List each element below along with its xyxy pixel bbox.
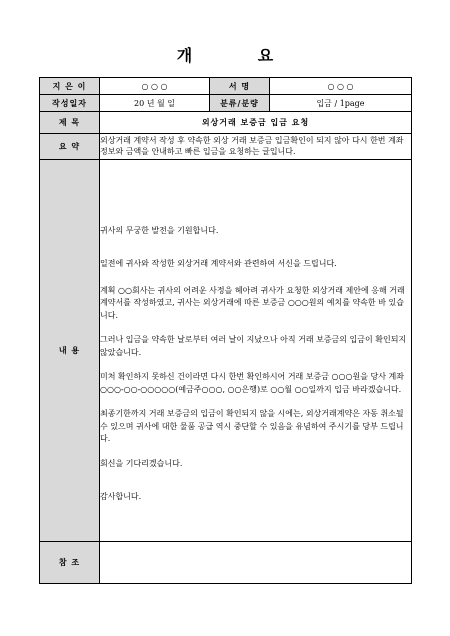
date-row [40,95,412,112]
author-label: 지 은 이 [40,78,100,95]
content-paragraph: 최종기한까지 거래 보증금의 입금이 확인되지 않을 시에는, 외상거래계약은 자동 취소될 수 있으며 귀사에 대한 물품 공급 역시 중단할 수 있음을 유념하여 주시기를 당부 드립니다. [100,409,404,443]
content-paragraph: 그러나 입금을 약속한 날로부터 여러 날이 지났으나 아직 거래 보증금의 입금이 확인되지 않았습니다. [100,335,407,357]
category-value: 입금 / 1page [270,95,412,112]
summary-value: 외상거래 계약서 작성 후 약속한 외상 거래 보증금 입금확인이 되지 않아 다시 한번 계좌정보와 금액을 안내하고 빠른 입금을 요청하는 글입니다. [100,134,412,160]
summary-label: 요 약 [40,134,100,160]
date-value: 20 년 월 일 [100,95,210,112]
date-label: 작성일자 [40,95,100,112]
subject-value: 외상거래 보증금 입금 요청 [100,112,412,134]
subject-label: 제 목 [40,112,100,134]
reference-value [100,542,412,584]
summary-form-table [39,77,412,584]
content-paragraph: 회신을 기다리겠습니다. [100,458,183,468]
content-paragraph: 일전에 귀사와 작성한 외상거래 계약서와 관련하여 서신을 드립니다. [100,259,337,268]
category-label: 분류/분량 [210,95,270,112]
subject-row [40,112,412,134]
content-paragraph: 계획 ○○회사는 귀사의 어려운 사정을 헤아려 귀사가 요청한 외상거래 제안에 응해 거래계약서를 작성하였고, 귀사는 외상거래에 따른 보증금 ○○○원의 예치를 약속한 바 있습니다. [100,285,405,320]
content-paragraph: 귀사의 무궁한 발전을 기원합니다. [100,225,219,235]
signature-value: ○ ○ ○ [270,78,412,95]
reference-label: 참 조 [40,542,100,584]
summary-row [40,134,412,160]
content-paragraph: 감사합니다. [100,492,142,501]
author-value: ○ ○ ○ [100,78,210,95]
content-paragraph: 미처 확인하지 못하신 건이라면 다시 한번 확인하시어 거래 보증금 ○○○원을 당사 계좌 ○○○-○○-○○○○○(예금주○○○, ○○은행)로 ○○월 ○○일까지 입금 바라겠습니다. [100,372,404,394]
signature-label: 서 명 [210,78,270,95]
reference-row [40,542,412,584]
content-label: 내 용 [40,160,100,542]
document-title: 개 요 [176,46,304,65]
content-body [100,160,412,542]
author-row [40,78,412,95]
content-row [40,160,412,542]
